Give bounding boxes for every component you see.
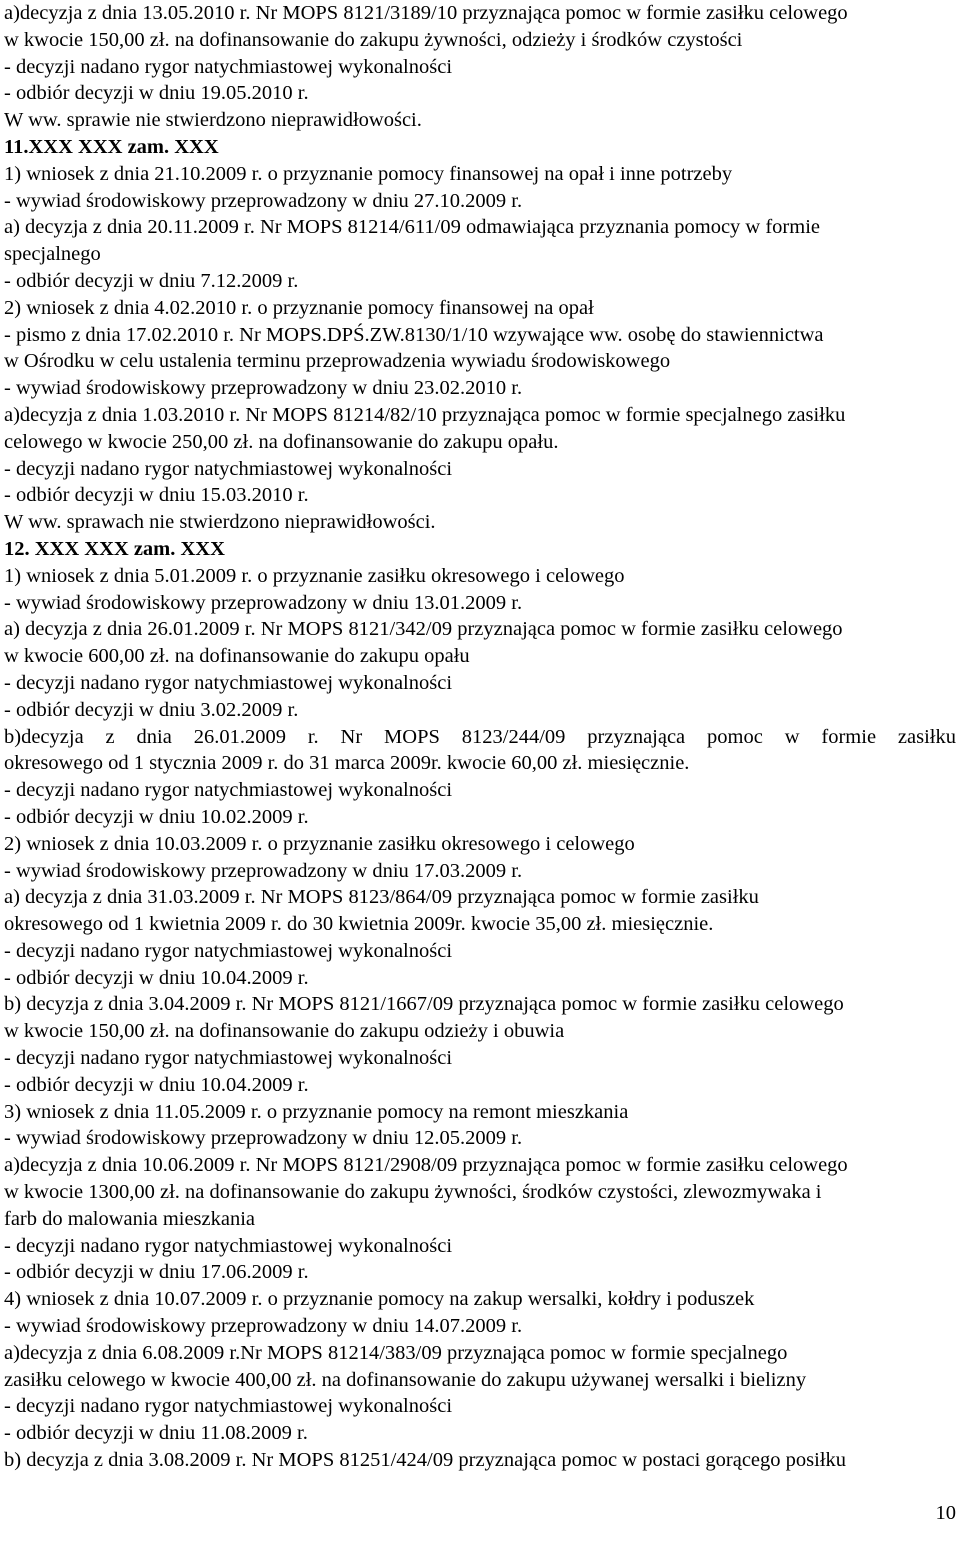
document-body (4, 0, 960, 1474)
text-line: - decyzji nadano rygor natychmiastowej wykonalności (4, 939, 453, 962)
text-line: w Ośrodku w celu ustalenia terminu przeprowadzenia wywiadu środowiskowego (4, 350, 671, 373)
text-line: - decyzji nadano rygor natychmiastowej wykonalności (4, 779, 453, 802)
text-line: - decyzji nadano rygor natychmiastowej wykonalności (4, 671, 453, 694)
text-line: 2) wniosek z dnia 4.02.2010 r. o przyznanie pomocy finansowej na opał (4, 296, 594, 319)
text-line: - odbiór decyzji w dniu 10.02.2009 r. (4, 805, 309, 828)
text-line: farb do malowania mieszkania (4, 1207, 256, 1230)
text-line: a)decyzja z dnia 13.05.2010 r. Nr MOPS 8121/3189/10 przyznająca pomoc w formie zasiłku celowego (4, 2, 848, 24)
text-line: - odbiór decyzji w dniu 10.04.2009 r. (4, 1073, 309, 1096)
text-line: w kwocie 600,00 zł. na dofinansowanie do zakupu opału (4, 645, 470, 668)
text-line: 4) wniosek z dnia 10.07.2009 r. o przyznanie pomocy na zakup wersalki, kołdry i poduszek (4, 1288, 755, 1311)
text-line: w kwocie 150,00 zł. na dofinansowanie do zakupu żywności, odzieży i środków czystości (4, 28, 743, 51)
text-line: okresowego od 1 kwietnia 2009 r. do 30 kwietnia 2009r. kwocie 35,00 zł. miesięcznie. (4, 913, 714, 936)
text-line: a)decyzja z dnia 1.03.2010 r. Nr MOPS 81214/82/10 przyznająca pomoc w formie specjalnego zasiłku (4, 403, 846, 426)
page-number: 10 (935, 1502, 956, 1524)
text-line: - pismo z dnia 17.02.2010 r. Nr MOPS.DPŚ.ZW.8130/1/10 wzywające ww. osobę do stawiennictwa (4, 323, 824, 346)
text-line: - decyzji nadano rygor natychmiastowej wykonalności (4, 55, 453, 78)
text-line: - wywiad środowiskowy przeprowadzony w dniu 27.10.2009 r. (4, 189, 523, 212)
text-line: - wywiad środowiskowy przeprowadzony w dniu 17.03.2009 r. (4, 859, 523, 882)
text-line: W ww. sprawach nie stwierdzono nieprawidłowości. (4, 511, 436, 534)
text-line: w kwocie 150,00 zł. na dofinansowanie do zakupu odzieży i obuwia (4, 1020, 565, 1043)
text-line: a)decyzja z dnia 10.06.2009 r. Nr MOPS 8121/2908/09 przyznająca pomoc w formie zasiłku celowego (4, 1154, 848, 1177)
text-line: - decyzji nadano rygor natychmiastowej wykonalności (4, 457, 453, 480)
text-line: zasiłku celowego w kwocie 400,00 zł. na dofinansowanie do zakupu używanej wersalki i bielizny (4, 1368, 807, 1391)
text-line: a)decyzja z dnia 6.08.2009 r.Nr MOPS 81214/383/09 przyznająca pomoc w formie specjalnego (4, 1341, 788, 1364)
text-line: - wywiad środowiskowy przeprowadzony w dniu 14.07.2009 r. (4, 1315, 523, 1338)
text-line: okresowego od 1 stycznia 2009 r. do 31 marca 2009r. kwocie 60,00 zł. miesięcznie. (4, 752, 690, 775)
text-line: 1) wniosek z dnia 21.10.2009 r. o przyznanie pomocy finansowej na opał i inne potrzeby (4, 162, 733, 185)
text-line: 2) wniosek z dnia 10.03.2009 r. o przyznanie zasiłku okresowego i celowego (4, 832, 635, 855)
text-line: - wywiad środowiskowy przeprowadzony w dniu 12.05.2009 r. (4, 1127, 523, 1150)
text-line: - odbiór decyzji w dniu 19.05.2010 r. (4, 82, 309, 105)
text-line: a) decyzja z dnia 31.03.2009 r. Nr MOPS 8123/864/09 przyznająca pomoc w formie zasiłku (4, 886, 759, 909)
text-line: - odbiór decyzji w dniu 17.06.2009 r. (4, 1261, 309, 1284)
text-line: a) decyzja z dnia 20.11.2009 r. Nr MOPS 81214/611/09 odmawiająca przyznania pomocy w formie (4, 216, 820, 239)
text-line: specjalnego (4, 243, 101, 266)
text-line: b) decyzja z dnia 3.04.2009 r. Nr MOPS 8121/1667/09 przyznająca pomoc w formie zasiłku celowego (4, 993, 844, 1016)
text-line: - odbiór decyzji w dniu 11.08.2009 r. (4, 1422, 308, 1445)
text-line: w kwocie 1300,00 zł. na dofinansowanie do zakupu żywności, środków czystości, zlewozmywaka i (4, 1181, 822, 1204)
text-line: W ww. sprawie nie stwierdzono nieprawidłowości. (4, 109, 422, 132)
section-heading: 12. XXX XXX zam. XXX (4, 537, 225, 560)
text-line: celowego w kwocie 250,00 zł. na dofinansowanie do zakupu opału. (4, 430, 559, 453)
text-line: - odbiór decyzji w dniu 15.03.2010 r. (4, 484, 309, 507)
text-line: - odbiór decyzji w dniu 10.04.2009 r. (4, 966, 309, 989)
text-line: 1) wniosek z dnia 5.01.2009 r. o przyznanie zasiłku okresowego i celowego (4, 564, 625, 587)
section-heading: 11.XXX XXX zam. XXX (4, 135, 219, 158)
text-line: - decyzji nadano rygor natychmiastowej wykonalności (4, 1395, 453, 1418)
text-line: - odbiór decyzji w dniu 3.02.2009 r. (4, 698, 299, 721)
text-line: - wywiad środowiskowy przeprowadzony w dniu 23.02.2010 r. (4, 377, 523, 400)
text-line: b) decyzja z dnia 3.08.2009 r. Nr MOPS 81251/424/09 przyznająca pomoc w postaci gorącego posiłku (4, 1449, 847, 1472)
text-line: b)decyzja z dnia 26.01.2009 r. Nr MOPS 8123/244/09 przyznająca pomoc w formie zasiłku (4, 725, 956, 748)
text-line: - wywiad środowiskowy przeprowadzony w dniu 13.01.2009 r. (4, 591, 523, 614)
text-line: - decyzji nadano rygor natychmiastowej wykonalności (4, 1234, 453, 1257)
text-line: - odbiór decyzji w dniu 7.12.2009 r. (4, 269, 299, 292)
text-line: - decyzji nadano rygor natychmiastowej wykonalności (4, 1047, 453, 1070)
text-line: a) decyzja z dnia 26.01.2009 r. Nr MOPS 8121/342/09 przyznająca pomoc w formie zasiłku celowego (4, 618, 843, 641)
text-line: 3) wniosek z dnia 11.05.2009 r. o przyznanie pomocy na remont mieszkania (4, 1100, 629, 1123)
